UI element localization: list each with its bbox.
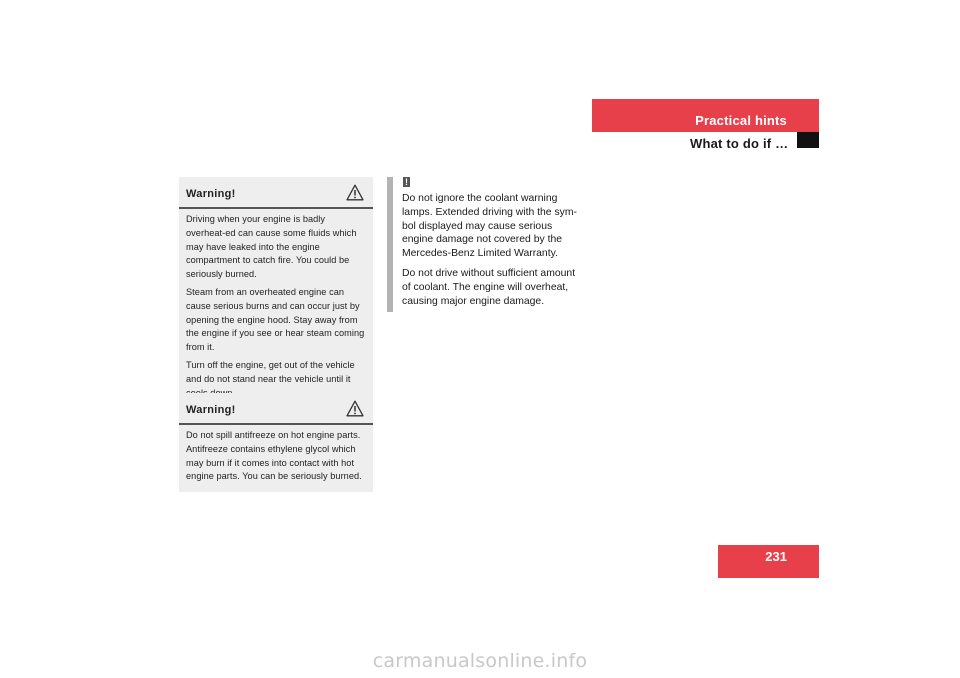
warning-header: [179, 393, 373, 425]
exclamation-icon: !: [405, 177, 408, 187]
notice-side-bar: [387, 177, 393, 312]
warning-body: [179, 425, 373, 492]
watermark: carmanualsonline.info: [372, 650, 588, 672]
warning-box-antifreeze: [179, 393, 373, 492]
warning-label: Warning!: [186, 404, 236, 416]
header-tab-marker: [797, 132, 819, 148]
warning-body: [179, 209, 373, 408]
section-title: Practical hints: [695, 113, 787, 128]
warning-label: Warning!: [186, 188, 236, 200]
notice-box: [387, 177, 587, 312]
warning-box-overheating: [179, 177, 373, 408]
warning-paragraph: Steam from an overheated engine can cause serious burns and can occur just by opening the engine hood. Stay away from the engine if you see or hear steam coming from it.: [186, 286, 365, 353]
warning-paragraph: Turn off the engine, get out of the vehicle and do not stand near the vehicle until it: [186, 359, 355, 384]
notice-text: [402, 192, 584, 314]
page-number: 231: [765, 549, 787, 564]
page-number-box: [718, 545, 819, 578]
header-bar: [592, 99, 819, 132]
notice-paragraph: Do not drive without sufficient amount of coolant. The engine will overheat, causing major engine damage.: [402, 267, 576, 307]
warning-triangle-icon: [346, 400, 364, 417]
warning-header: [179, 177, 373, 209]
notice-paragraph: Do not ignore the coolant warning lamps. Extended driving with the sym-bol displayed may cause serious engine damage not covered by the Mercedes-Benz Limited Warranty.: [402, 193, 577, 260]
warning-paragraph: Driving when your engine is badly overheat-ed can cause some fluids which may have leaked into the engine compartment to catch fire. You could be seriously burned.: [186, 214, 357, 280]
section-subtitle: What to do if …: [690, 136, 789, 151]
warning-triangle-icon: [346, 184, 364, 201]
warning-paragraph: Do not spill antifreeze on hot engine parts. Antifreeze contains ethylene glycol which may burn if it comes into contact with hot engine parts. You can be seriously burned.: [186, 430, 362, 482]
